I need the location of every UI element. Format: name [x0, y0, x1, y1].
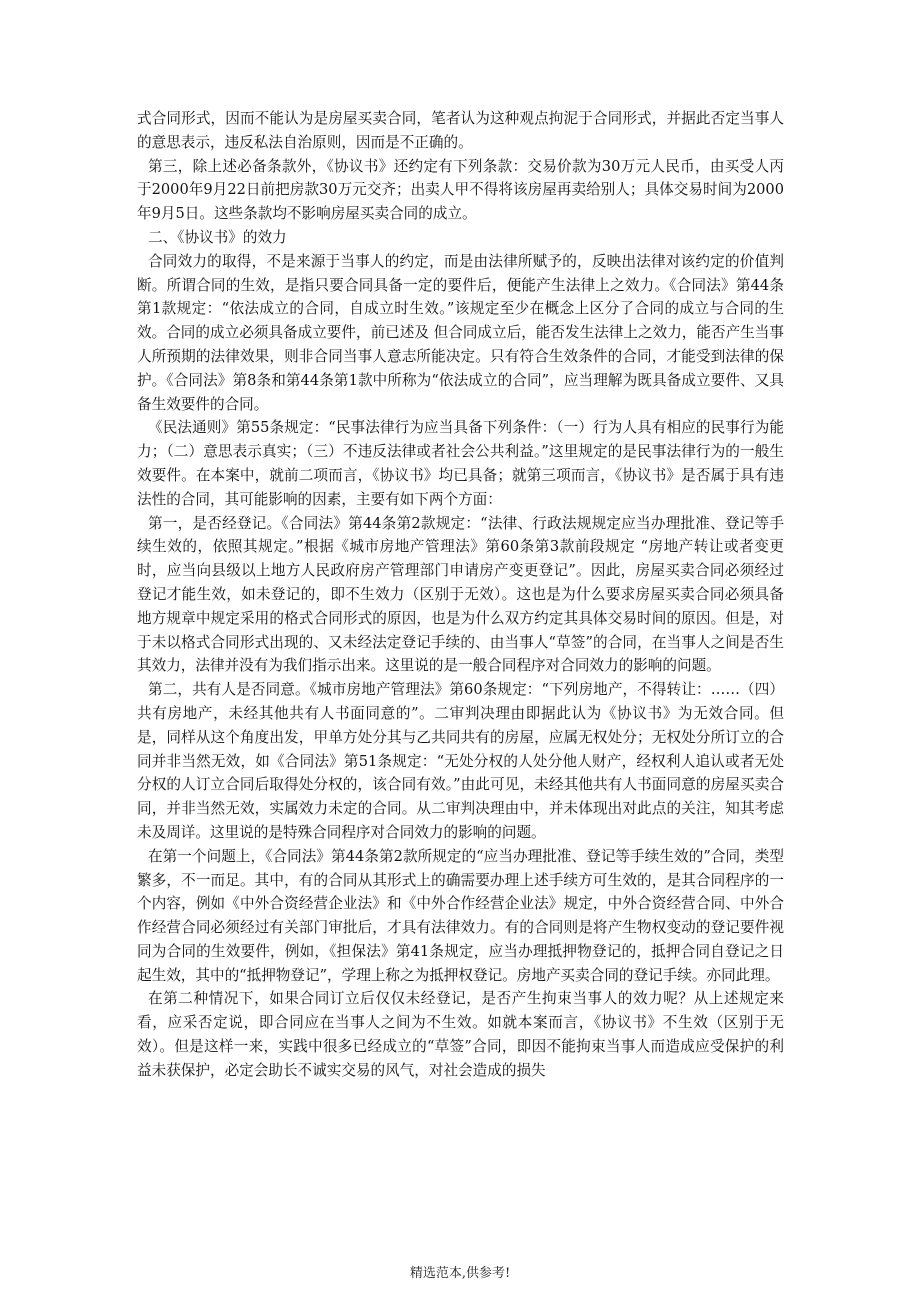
page-footer: 精选范本,供参考!	[409, 1266, 511, 1281]
paragraph-1: 式合同形式，因而不能认为是房屋买卖合同，笔者认为这种观点拘泥于合同形式，并据此否定当事人的意思表示，违反私法自治原则，因而是不正确的。	[137, 110, 784, 151]
paragraph-7: 第二，共有人是否同意。《城市房地产管理法》第60条规定：“下列房地产，不得转让：……（四）共有房地产，未经其他共有人书面同意的”。二审判决理由即据此认为《协议书》为无效合同。但是，同样从这个角度出发，甲单方处分其与乙共同共有的房屋，应属无权处分；无权处分所订立的合同并非当然无效，如《合同法》第51条规定：“无处分权的人处分他人财产，经权利人追认或者无处分权的人订立合同后取得处分权的，该合同有效。”由此可见，未经其他共有人书面同意的房屋买卖合同，并非当然无效，实属效力未定的合同。从二审判决理由中，并未体现出对此点的关注，知其考虑未及周详。这里说的是特殊合同程序对合同效力的影响的问题。	[137, 681, 785, 841]
paragraph-8: 在第一个问题上，《合同法》第44条第2款所规定的“应当办理批准、登记等手续生效的”合同，类型繁多，不一而足。其中，有的合同从其形式上的确需要办理上述手续方可生效的，是其合同程序的一个内容，例如《中外合资经营企业法》和《中外合作经营企业法》规定，中外合资经营合同、中外合作经营合同必须经过有关部门审批后，才具有法律效力。有的合同则是将产生物权变动的登记要件视同为合同的生效要件，例如，《担保法》第41条规定，应当办理抵押物登记的，抵押合同自登记之日起生效，其中的“抵押物登记”，学理上称之为抵押权登记。房地产买卖合同的登记手续。亦同此理。	[137, 847, 784, 984]
document-body	[137, 107, 784, 1083]
paragraph-5: 《民法通则》第55条规定：“民事法律行为应当具备下列条件：（一）行为人具有相应的民事行为能力；（二）意思表示真实；（三）不违反法律或者社会公共利益。”这里规定的是民事法律行为的一般生效要件。在本案中，就前二项而言，《协议书》均已具备；就第三项而言，《协议书》是否属于具有违法性的合同，其可能影响的因素，主要有如下两个方面：	[137, 419, 784, 508]
paragraph-9: 在第二种情况下，如果合同订立后仅仅未经登记，是否产生拘束当事人的效力呢？从上述规定来看，应采否定说，即合同应在当事人之间为不生效。如就本案而言，《协议书》不生效（区别于无效）。但是这样一来，实践中很多已经成立的“草签”合同，即因不能拘束当事人而造成应受保护的利益未获保护，必定会助长不诚实交易的风气，对社会造成的损失	[137, 990, 784, 1079]
section-heading: 二、《协议书》的效力	[148, 228, 287, 246]
paragraph-2: 第三，除上述必备条款外，《协议书》还约定有下列条款：交易价款为30万元人民币，由买受人丙于2000年9月22日前把房款30万元交齐；出卖人甲不得将该房屋再卖给别人；具体交易时间为2000年9月5日。这些条款均不影响房屋买卖合同的成立。	[137, 157, 784, 223]
paragraph-4: 合同效力的取得，不是来源于当事人的约定，而是由法律所赋予的，反映出法律对该约定的价值判断。所谓合同的生效，是指只要合同具备一定的要件后，便能产生法律上之效力。《合同法》第44条第1款规定：“依法成立的合同，自成立时生效。”该规定至少在概念上区分了合同的成立与合同的生效。合同的成立必须具备成立要件，前已述及 但合同成立后，能否发生法律上之效力，能否产生当事人所预期的法律效果，则非合同当事人意志所能决定。只有符合生效条件的合同，才能受到法律的保护。《合同法》第8条和第44条第1款中所称为“依法成立的合同”，应当理解为既具备成立要件、又具备生效要件的合同。	[137, 252, 784, 413]
paragraph-6: 第一，是否经登记。《合同法》第44条第2款规定：“法律、行政法规规定应当办理批准、登记等手续生效的，依照其规定。”根据《城市房地产管理法》第60条第3款前段规定 “房地产转让或者变更时，应当向县级以上地方人民政府房产管理部门申请房产变更登记”。因此，房屋买卖合同必须经过登记才能生效，如未登记的，即不生效力（区别于无效）。这也是为什么要求房屋买卖合同必须具备地方规章中规定采用的格式合同形式的原因，也是为什么双方约定其具体交易时间的原因。但是，对于未以格式合同形式出现的、又未经法定登记手续的、由当事人“草签”的合同，在当事人之间是否生其效力，法律并没有为我们指示出来。这里说的是一般合同程序对合同效力的影响的问题。	[137, 514, 784, 675]
